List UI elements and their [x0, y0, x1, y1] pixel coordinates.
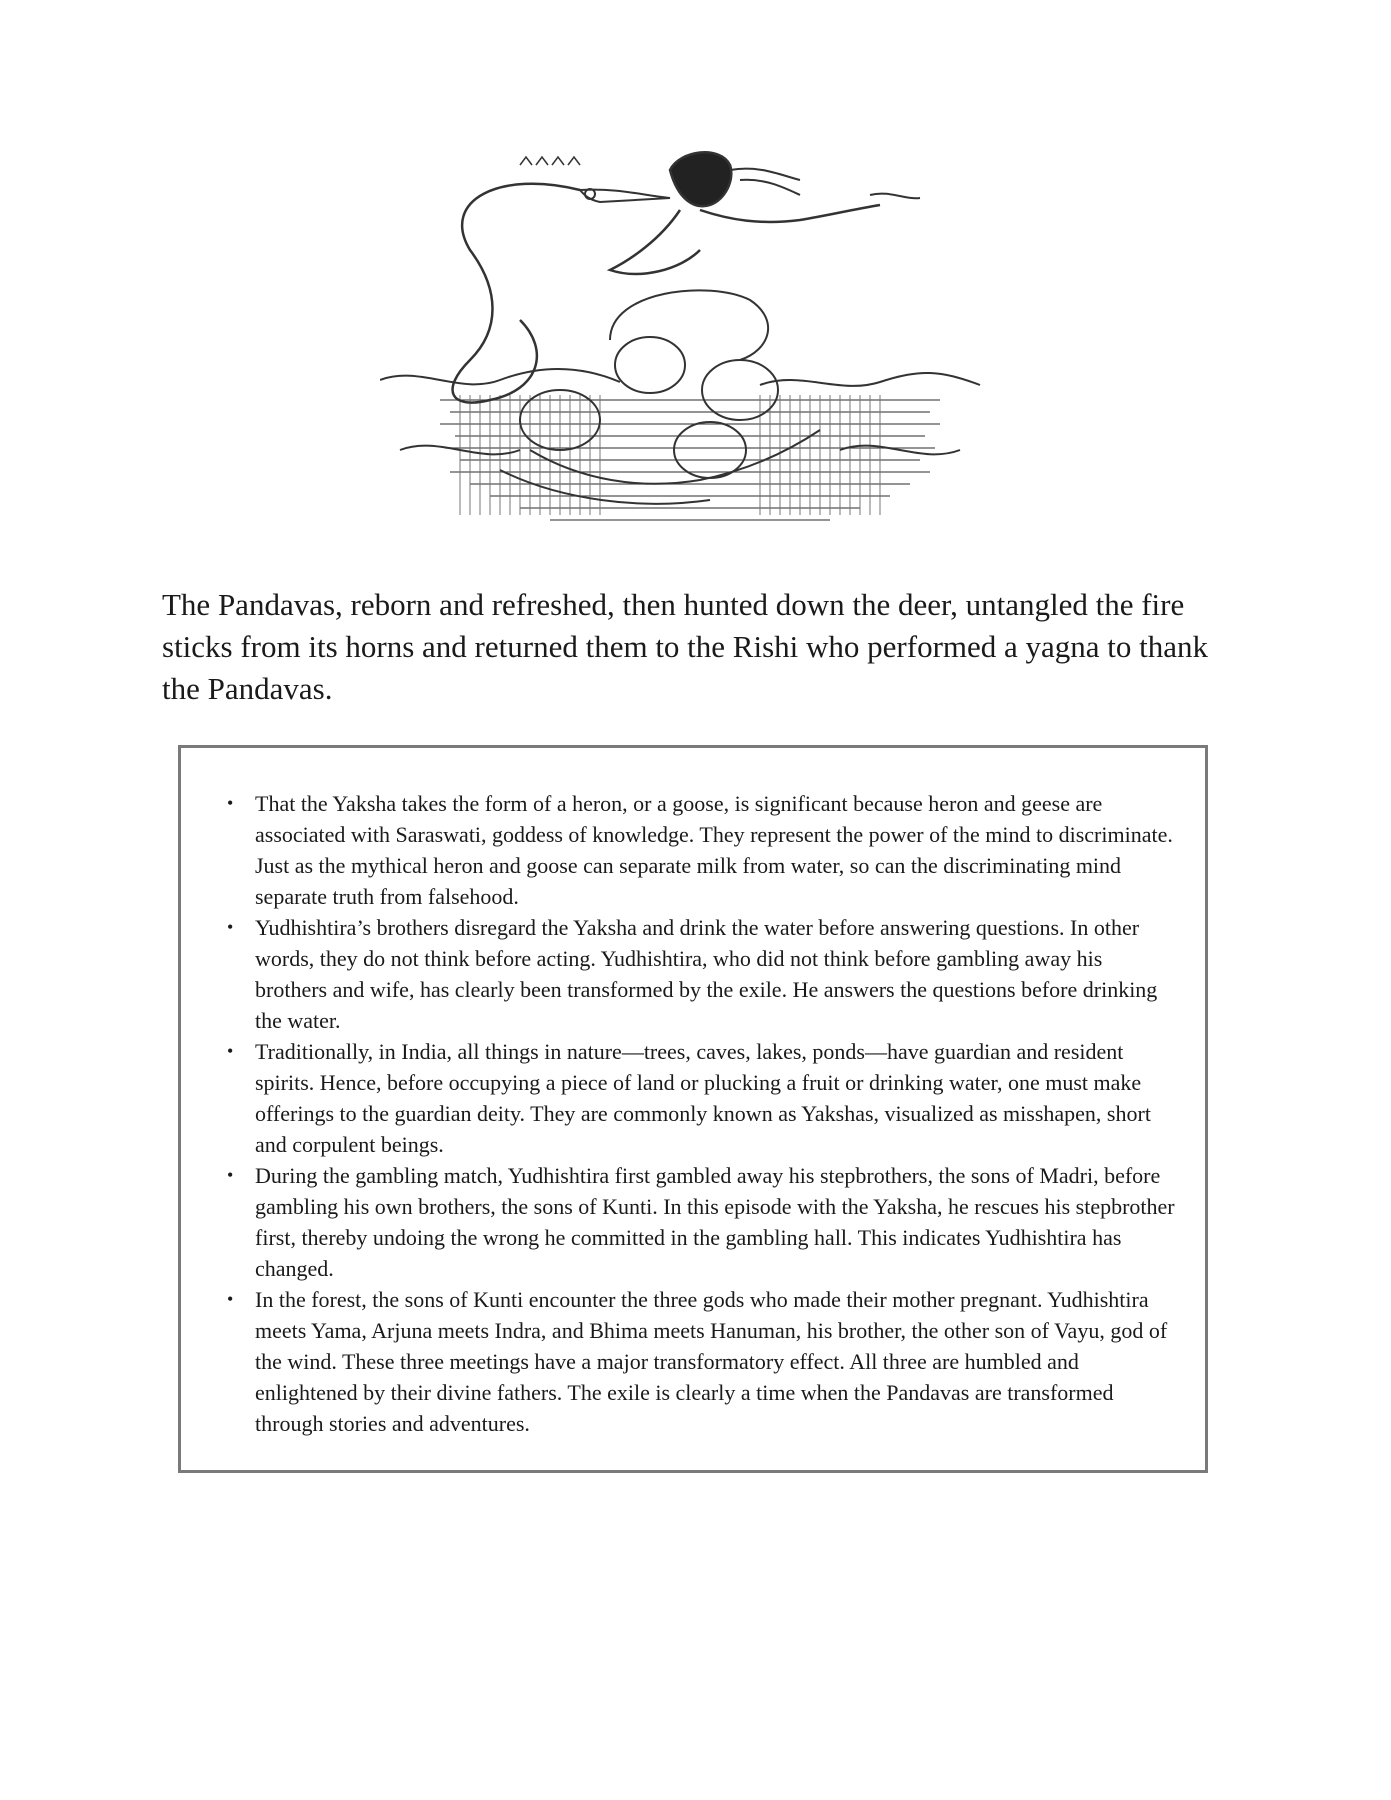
list-item-text: In the forest, the sons of Kunti encounter the three gods who made their mother pregnant. Yudhishtira meets Yama, Arjuna meets Indra, and Bhima meets Hanuman, his brother, the other son of Vayu, god of the wind. These three meetings have a major transformatory effect. All three are humbled and enlightened by their divine fathers. The exile is clearly a time when the Pandavas are transformed through stories and adventures.	[255, 1287, 1168, 1436]
commentary-box	[178, 745, 1208, 1473]
list-item	[227, 1284, 1175, 1439]
bullet-icon: •	[227, 1165, 234, 1185]
bullet-icon: •	[227, 793, 234, 813]
commentary-list	[227, 788, 1175, 1439]
list-item-text: Traditionally, in India, all things in nature—trees, caves, lakes, ponds—have guardian and resident spirits. Hence, before occupying a piece of land or plucking a fruit or drinking water, one must make offerings to the guardian deity. They are commonly known as Yakshas, visualized as misshapen, short and corpulent beings.	[255, 1039, 1151, 1157]
list-item-text: During the gambling match, Yudhishtira first gambled away his stepbrothers, the sons of Madri, before gambling his own brothers, the sons of Kunti. In this episode with the Yaksha, he rescues his stepbrother first, thereby undoing the wrong he committed in the gambling hall. This indicates Yudhishtira has changed.	[255, 1163, 1175, 1281]
bullet-icon: •	[227, 917, 234, 937]
narrative-paragraph: The Pandavas, reborn and refreshed, then hunted down the deer, untangled the fire sticks from its horns and returned them to the Rishi who performed a yagna to thank the Pandavas.	[162, 587, 1209, 706]
list-item	[227, 1036, 1175, 1160]
list-item-text: Yudhishtira’s brothers disregard the Yaksha and drink the water before answering questions. In other words, they do not think before acting. Yudhishtira, who did not think before gambling away his brothers and wife, has clearly been transformed by the exile. He answers the questions before drinking the water.	[255, 915, 1158, 1033]
list-item	[227, 788, 1175, 912]
yaksha-heron-illustration	[380, 150, 1000, 560]
bullet-icon: •	[227, 1289, 234, 1309]
list-item-text: That the Yaksha takes the form of a heron, or a goose, is significant because heron and geese are associated with Saraswati, goddess of knowledge. They represent the power of the mind to discriminate. Just as the mythical heron and goose can separate milk from water, so can the discriminating mind separate truth from falsehood.	[255, 791, 1173, 909]
list-item	[227, 1160, 1175, 1284]
bullet-icon: •	[227, 1041, 234, 1061]
list-item	[227, 912, 1175, 1036]
